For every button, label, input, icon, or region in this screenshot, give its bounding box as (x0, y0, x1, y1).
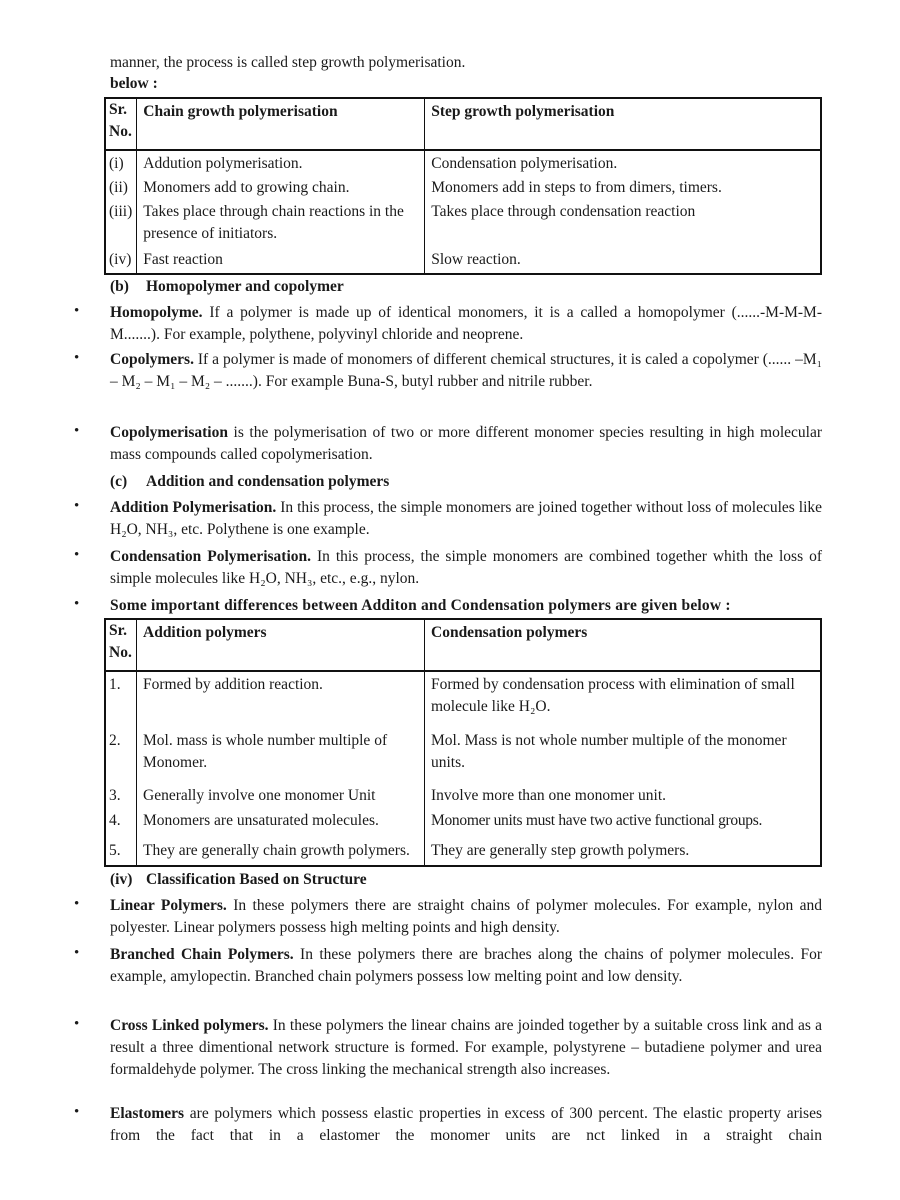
bullet-icon: • (74, 350, 80, 366)
cell-srno: 3. (105, 785, 137, 810)
addition-vs-condensation-table (104, 618, 822, 867)
cell-srno: (i) (105, 150, 137, 177)
description: If a polymer is made up of identical monomers, it is a called a homopolymer (......-M-M-M-M.......). For example, polythene, polyvinyl chloride and neoprene. (110, 304, 822, 343)
section-number: (iv) (110, 871, 133, 888)
bullet-homopolymer (110, 302, 822, 346)
cell-step: Condensation polymerisation. (431, 155, 618, 172)
cell-condensation: They are generally step growth polymers. (431, 841, 690, 859)
cell-srno: (ii) (105, 177, 137, 201)
cell-srno: 5. (105, 840, 137, 866)
term: Elastomers (110, 1105, 185, 1122)
cell-condensation: Monomer units must have two active functional groups. (431, 811, 763, 829)
cell-chain: Takes place through chain reactions in the presence of initiators. (137, 201, 425, 249)
term: Addition Polymerisation. (110, 499, 277, 516)
table-header-chain: Chain growth polymerisation (137, 98, 425, 150)
table-row (105, 201, 821, 249)
cell-step: Slow reaction. (431, 250, 521, 268)
table-header-condensation: Condensation polymers (425, 619, 822, 671)
bullet-cross-linked-polymers (110, 1015, 822, 1081)
table-row (105, 671, 821, 730)
bullet-icon: • (74, 1016, 80, 1032)
term: Branched Chain Polymers. (110, 946, 294, 963)
bullet-icon: • (74, 896, 80, 912)
cell-condensation: Formed by condensation process with elimination of small molecule like H₂O. (431, 676, 795, 715)
bullet-linear-polymers (110, 895, 822, 939)
description: In this process, the simple monomers are joined together without loss of molecules like H₂O, NH₃, etc. Polythene is one example. (110, 499, 823, 538)
bullet-differences (110, 595, 822, 617)
cell-srno: (iv) (105, 249, 137, 274)
section-iv-heading (110, 869, 822, 891)
description: are polymers which possess elastic properties in excess of 300 percent. The elastic property arises from the fact that in a elastomer the monomer units are nct linked in a straight chain (110, 1105, 822, 1144)
bullet-elastomers (110, 1103, 822, 1147)
section-title: Homopolymer and copolymer (146, 278, 344, 295)
term: Condensation Polymerisation. (110, 548, 312, 565)
cell-chain: Monomers add to growing chain. (137, 177, 425, 201)
section-number: (c) (110, 473, 128, 490)
table-header-srno: Sr. No. (105, 98, 137, 150)
section-title: Addition and condensation polymers (146, 473, 390, 490)
description: In these polymers there are braches along the chains of polymer molecules. For example, amylopectin. Branched chain polymers possess low melting point and low density. (110, 946, 822, 985)
cell-chain: Fast reaction (137, 249, 425, 274)
intro-below-label: below : (110, 75, 158, 92)
bullet-branched-polymers (110, 944, 822, 988)
cell-srno: 4. (105, 810, 137, 840)
table-row (105, 150, 821, 177)
description: In these polymers the linear chains are joinded together by a suitable cross link and as a result a three dimentional network structure is formed. For example, polystyrene – butadiene polymer and urea formaldehyde polymer. The cross linking the mechanical strength also increases. (110, 1017, 822, 1078)
section-number: (b) (110, 278, 129, 295)
bullet-icon: • (74, 945, 80, 961)
chain-vs-step-table (104, 97, 822, 275)
section-b-heading (110, 276, 822, 298)
cell-addition: Mol. mass is whole number multiple of Monomer. (137, 730, 425, 785)
cell-srno: (iii) (105, 201, 137, 249)
term: Copolymers. (110, 351, 194, 368)
intro-text: manner, the process is called step growth polymerisation. (110, 54, 466, 71)
table-row (105, 810, 821, 840)
bullet-icon: • (74, 498, 80, 514)
cell-addition: Generally involve one monomer Unit (137, 785, 425, 810)
bullet-copolymerisation (110, 422, 822, 466)
term: Copolymerisation (110, 424, 228, 441)
table-row (105, 177, 821, 201)
table-header-addition: Addition polymers (137, 619, 425, 671)
bullet-icon: • (74, 547, 80, 563)
cell-condensation: Mol. Mass is not whole number multiple of the monomer units. (431, 731, 787, 771)
table-row (105, 840, 821, 866)
bullet-copolymers (110, 349, 822, 393)
term: Homopolyme. (110, 304, 203, 321)
table-row (105, 785, 821, 810)
table-row (105, 249, 821, 274)
cell-addition: They are generally chain growth polymers. (137, 840, 425, 866)
term: Cross Linked polymers. (110, 1017, 269, 1034)
bullet-icon: • (74, 423, 80, 439)
cell-addition: Monomers are unsaturated molecules. (137, 810, 425, 840)
bullet-addition (110, 497, 822, 541)
description: is the polymerisation of two or more different monomer species resulting in high molecular mass compounds called copolymerisation. (110, 424, 822, 463)
description: If a polymer is made of monomers of different chemical structures, it is caled a copolymer (...... –M₁ – M₂ – M₁ – M₂ – .......). For example Buna-S, butyl rubber and nitrile rubber. (110, 351, 822, 390)
bullet-icon: • (74, 1104, 80, 1120)
term: Linear Polymers. (110, 897, 227, 914)
term: Some important differences between Additon and Condensation polymers are given below : (110, 597, 731, 614)
cell-step: Takes place through condensation reaction (431, 203, 696, 221)
cell-srno: 1. (105, 671, 137, 730)
table-header-step: Step growth polymerisation (425, 98, 821, 150)
section-title: Classification Based on Structure (146, 871, 367, 888)
section-c-heading (110, 471, 822, 493)
description: In these polymers there are straight chains of polymer molecules. For example, nylon and polyester. Linear polymers possess high melting points and high density. (110, 897, 822, 936)
cell-addition: Formed by addition reaction. (137, 671, 425, 730)
cell-srno: 2. (105, 730, 137, 785)
cell-chain: Addution polymerisation. (137, 150, 425, 177)
description: In this process, the simple monomers are combined together whith the loss of simple molecules like H₂O, NH₃, etc., e.g., nylon. (110, 548, 822, 587)
bullet-icon: • (74, 303, 80, 319)
cell-condensation: Involve more than one monomer unit. (431, 786, 667, 804)
bullet-condensation (110, 546, 822, 590)
table-row (105, 730, 821, 785)
bullet-icon: • (74, 596, 80, 612)
cell-step: Monomers add in steps to from dimers, timers. (431, 179, 722, 197)
table-header-srno: Sr. No. (105, 619, 137, 671)
